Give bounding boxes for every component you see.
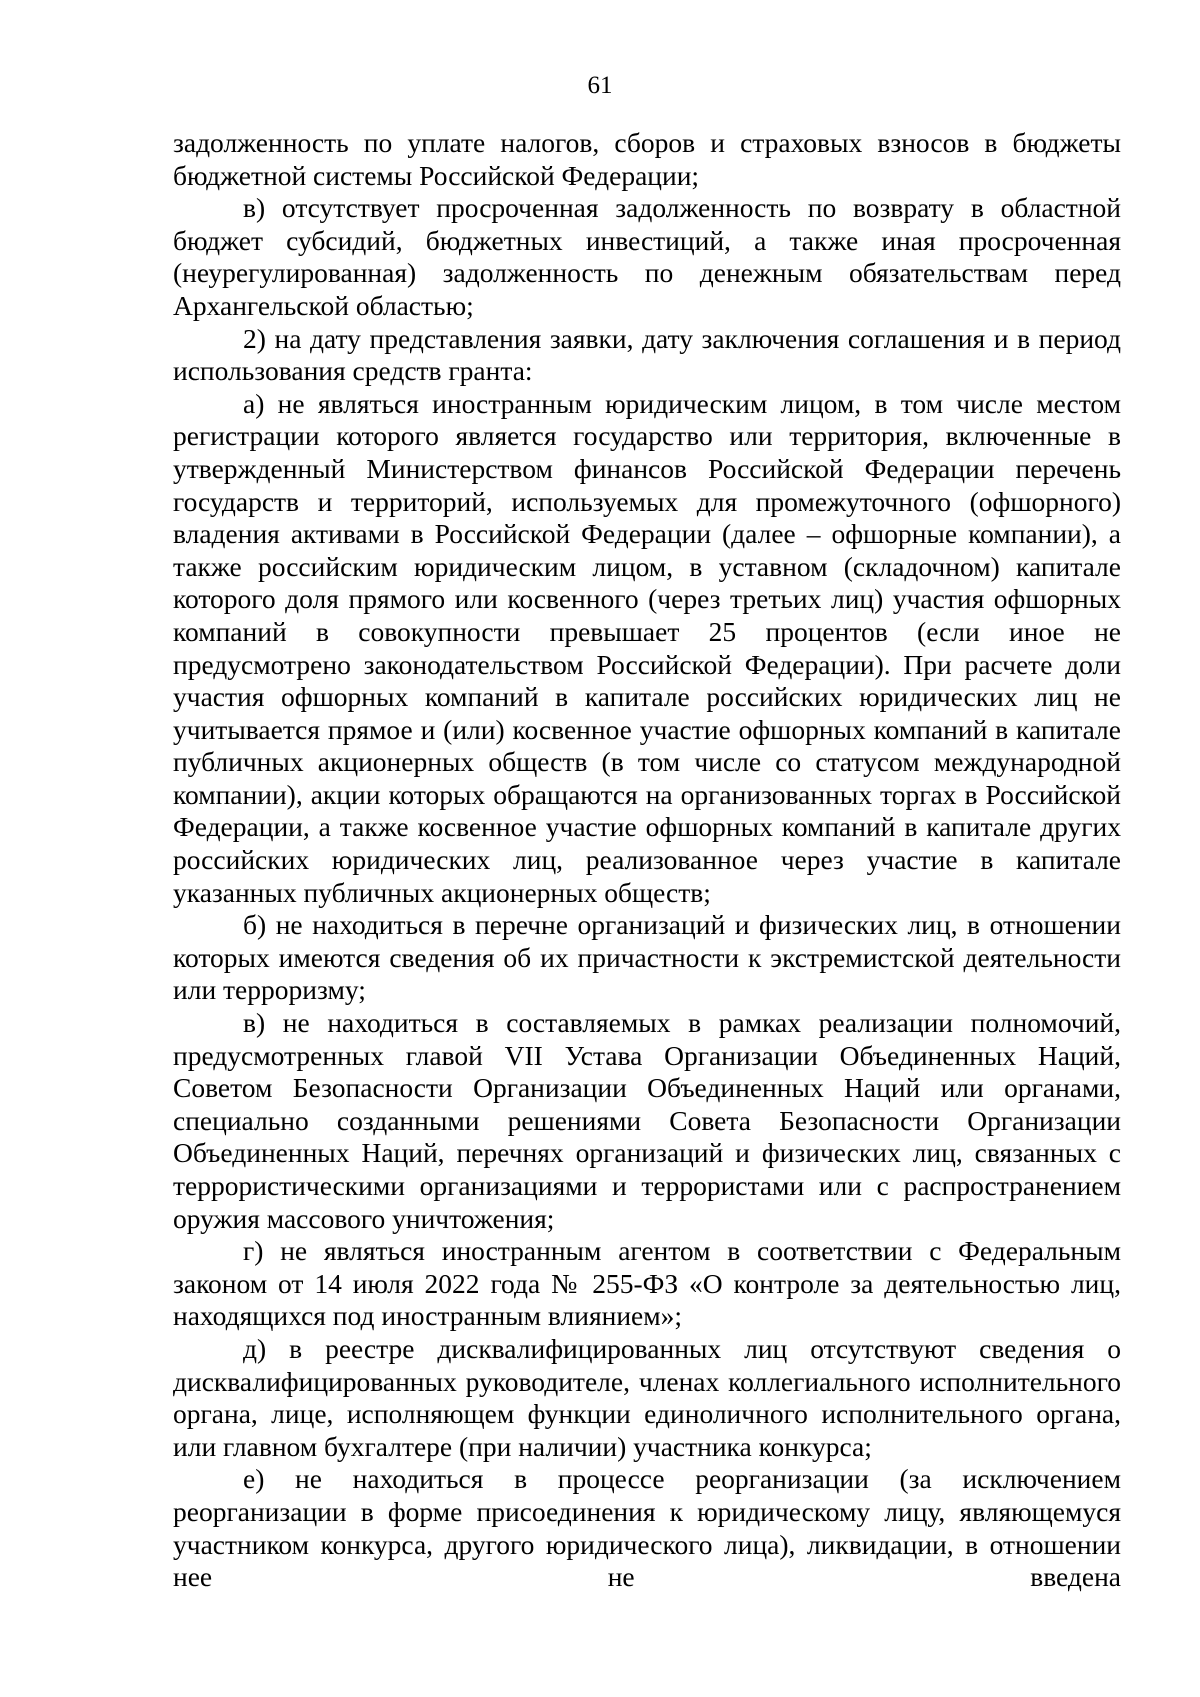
page-number: 61: [587, 72, 613, 99]
paragraph-item-d-disqualified-registry: д) в реестре дисквалифицированных лиц отсутствуют сведения о дисквалифицированных руководителе, членах коллегиального исполнительного органа, лице, исполняющем функции единоличного исполнительного органа, или главном бухгалтере (при наличии) участника конкурса;: [173, 1332, 1121, 1462]
paragraph-debt-continuation: задолженность по уплате налогов, сборов и страховых взносов в бюджеты бюджетной системы Российской Федерации;: [173, 127, 1121, 191]
paragraph-item-e-reorganization: е) не находиться в процессе реорганизации (за исключением реорганизации в форме присоединения к юридическому лицу, являющемуся участником конкурса, другого юридического лица), ликвидации, в отношении нее не введена: [173, 1463, 1121, 1593]
document-body: [173, 127, 1121, 1594]
paragraph-item-v-un-lists: в) не находиться в составляемых в рамках реализации полномочий, предусмотренных главой VII Устава Организации Объединенных Наций, Советом Безопасности Организации Объединенных Наций или органами, специально созданными решениями Совета Безопасности Организации Объединенных Наций, перечнях организаций и физических лиц, связанных с террористическими организациями и террористами или с распространением оружия массового уничтожения;: [173, 1007, 1121, 1234]
paragraph-item-b-extremism-list: б) не находиться в перечне организаций и физических лиц, в отношении которых имеются сведения об их причастности к экстремистской деятельности или терроризму;: [173, 909, 1121, 1006]
paragraph-item-v-overdue-debt: в) отсутствует просроченная задолженность по возврату в областной бюджет субсидий, бюджетных инвестиций, а также иная просроченная (неурегулированная) задолженность по денежным обязательствам перед Архангельской областью;: [173, 192, 1121, 321]
paragraph-item-2-application-date: 2) на дату представления заявки, дату заключения соглашения и в период использования средств гранта:: [173, 322, 1121, 387]
paragraph-item-a-foreign-entity: а) не являться иностранным юридическим лицом, в том числе местом регистрации которого является государство или территория, включенные в утвержденный Министерством финансов Российской Федерации перечень государств и территорий, используемых для промежуточного (офшорного) владения активами в Российской Федерации (далее – офшорные компании), а также российским юридическим лицом, в уставном (складочном) капитале которого доля прямого или косвенного (через третьих лиц) участия офшорных компаний в совокупности превышает 25 процентов (если иное не предусмотрено законодательством Российской Федерации). При расчете доли участия офшорных компаний в капитале российских юридических лиц не учитывается прямое и (или) косвенное участие офшорных компаний в капитале публичных акционерных обществ (в том числе со статусом международной компании), акции которых обращаются на организованных торгах в Российской Федерации, а также косвенное участие офшорных компаний в капитале других российских юридических лиц, реализованное через участие в капитале указанных публичных акционерных обществ;: [173, 387, 1121, 908]
paragraph-item-g-foreign-agent: г) не являться иностранным агентом в соответствии с Федеральным законом от 14 июля 2022 года № 255-ФЗ «О контроле за деятельностью лиц, находящихся под иностранным влиянием»;: [173, 1235, 1121, 1332]
